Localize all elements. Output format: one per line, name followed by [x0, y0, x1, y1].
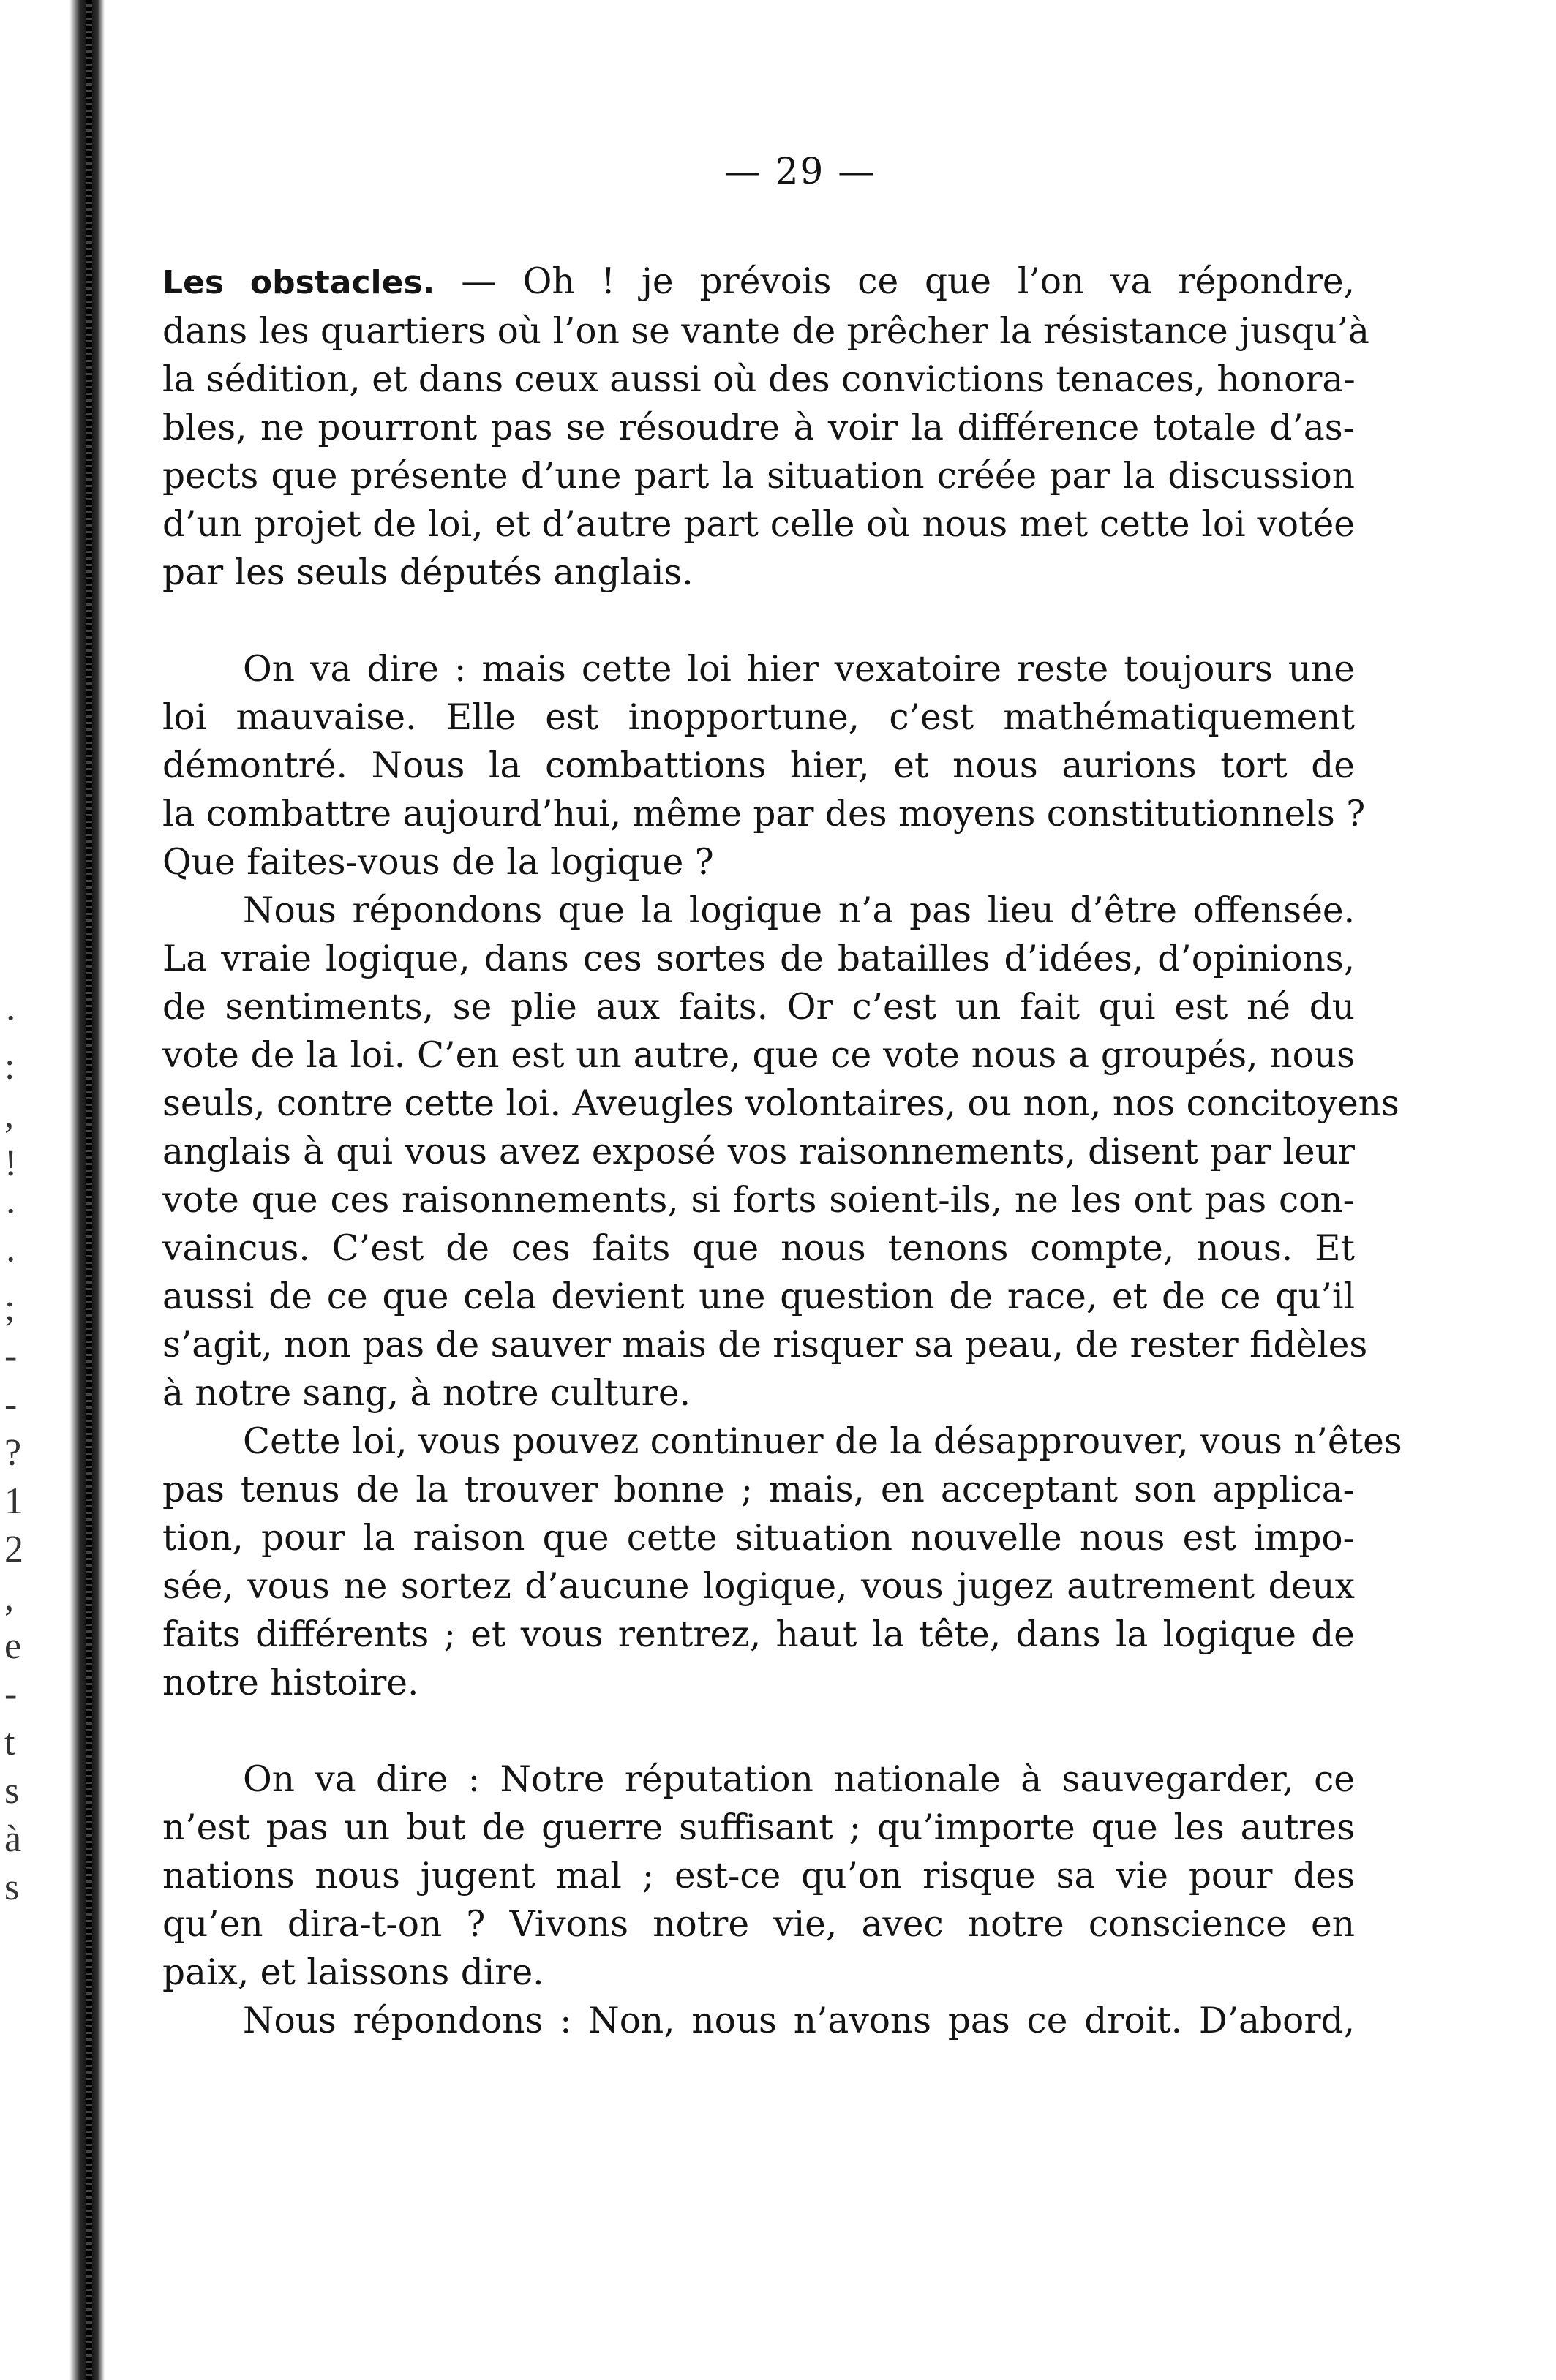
text-line: tion, pour la raison que cette situation nouvelle nous est impo- [162, 1518, 1355, 1559]
bleed-letter: - [4, 1673, 18, 1715]
bleed-mark: , [4, 1094, 14, 1136]
text-line: démontré. Nous la combattions hier, et nous aurions tort de [162, 745, 1355, 786]
text-line: pects que présente d’une part la situation créée par la discussion [162, 456, 1355, 497]
text-line: qu’en dira-t-on ? Vivons notre vie, avec notre conscience en [162, 1904, 1355, 1945]
bleed-letter: - [4, 1336, 18, 1377]
text-line: la sédition, et dans ceux aussi où des convictions tenaces, honora- [162, 359, 1356, 400]
text-line: Nous répondons que la logique n’a pas lieu d’être offensée. [243, 890, 1355, 931]
text-line: seuls, contre cette loi. Aveugles volontaires, ou non, nos concitoyens [162, 1083, 1399, 1124]
text-line: par les seuls députés anglais. [162, 552, 694, 593]
facing-page-bleed [4, 995, 34, 1912]
bleed-letter: 2 [4, 1529, 23, 1570]
text-line: vote de la loi. C’en est un autre, que ce vote nous a groupés, nous [162, 1035, 1355, 1076]
bleed-mark: : [4, 1046, 15, 1088]
text-line [162, 257, 1355, 307]
bleed-letter: s [4, 1867, 20, 1908]
text-line: d’un projet de loi, et d’autre part celle où nous met cette loi votée [162, 504, 1355, 545]
text-line: de sentiments, se plie aux faits. Or c’est un fait qui est né du [162, 987, 1355, 1028]
bleed-letter: à [4, 1818, 22, 1860]
text-line: bles, ne pourront pas se résoudre à voir la différence totale d’as- [162, 407, 1355, 448]
paragraph-gap [162, 1707, 1355, 1755]
text-line: la combattre aujourd’hui, même par des moyens constitutionnels ? [162, 794, 1366, 835]
bleed-letter: e [4, 1625, 22, 1667]
text-line: Nous répondons : Non, nous n’avons pas ce droit. D’abord, [243, 2000, 1355, 2041]
text-line: sée, vous ne sortez d’aucune logique, vous jugez autrement deux [162, 1566, 1355, 1607]
text-line: notre histoire. [162, 1662, 419, 1703]
paragraph [162, 1417, 1402, 1707]
section-title: Les obstacles. [162, 264, 435, 301]
text-line: nations nous jugent mal ; est-ce qu’on risque sa vie pour des [162, 1856, 1355, 1897]
bleed-letter: 1 [4, 1480, 23, 1522]
text-line: On va dire : Notre réputation nationale à sauvegarder, ce [243, 1759, 1355, 1800]
text-line: dans les quartiers où l’on se vante de prêcher la résistance jusqu’à [162, 311, 1369, 352]
bleed-letter: t [4, 1722, 15, 1763]
text-line: La vraie logique, dans ces sortes de batailles d’idées, d’opinions, [162, 938, 1355, 979]
page-number: — 29 — [723, 150, 876, 192]
text-line: Cette loi, vous pouvez continuer de la désapprouver, vous n’êtes [243, 1421, 1402, 1462]
text-line: anglais à qui vous avez exposé vos raisonnements, disent par leur [162, 1131, 1355, 1172]
text-line: aussi de ce que cela devient une question de race, et de ce qu’il [162, 1276, 1355, 1317]
bleed-mark: · [4, 1239, 18, 1281]
text-line: On va dire : mais cette loi hier vexatoire reste toujours une [243, 649, 1355, 690]
paragraph [162, 645, 1366, 886]
paragraph [162, 1755, 1355, 1997]
body-text [162, 257, 1402, 2045]
bleed-mark: · [4, 1191, 18, 1232]
text-line: pas tenus de la trouver bonne ; mais, en acceptant son applica- [162, 1469, 1355, 1510]
text-line: à notre sang, à notre culture. [162, 1373, 691, 1414]
text-line: paix, et laissons dire. [162, 1952, 544, 1993]
bleed-letter: ; [4, 1287, 15, 1329]
bleed-letter: s [4, 1770, 20, 1812]
page-binding-edge [86, 0, 92, 2380]
text-line: faits différents ; et vous rentrez, haut la tête, dans la logique de [162, 1614, 1355, 1655]
text-line-content: Oh ! je prévois ce que l’on va répondre, [522, 261, 1355, 302]
text-line: loi mauvaise. Elle est inopportune, c’est mathématiquement [162, 697, 1355, 738]
text-line: n’est pas un but de guerre suffisant ; qu’importe que les autres [162, 1807, 1355, 1848]
text-line: vaincus. C’est de ces faits que nous tenons compte, nous. Et [162, 1228, 1355, 1269]
text-line: s’agit, non pas de sauver mais de risquer sa peau, de rester fidèles [162, 1325, 1368, 1366]
bleed-letter: , [4, 1577, 14, 1619]
bleed-letter: - [4, 1384, 18, 1426]
paragraph [162, 257, 1369, 597]
paragraph-gap [162, 597, 1355, 645]
paragraph [162, 1997, 1355, 2045]
bleed-letter: ? [4, 1432, 22, 1474]
text-line: Que faites-vous de la logique ? [162, 842, 714, 883]
bleed-mark: · [4, 998, 18, 1039]
text-line: vote que ces raisonnements, si forts soient-ils, ne les ont pas con- [162, 1180, 1355, 1221]
section-title-dash: — [435, 261, 523, 302]
bleed-mark: ! [4, 1142, 18, 1184]
paragraph [162, 886, 1399, 1417]
